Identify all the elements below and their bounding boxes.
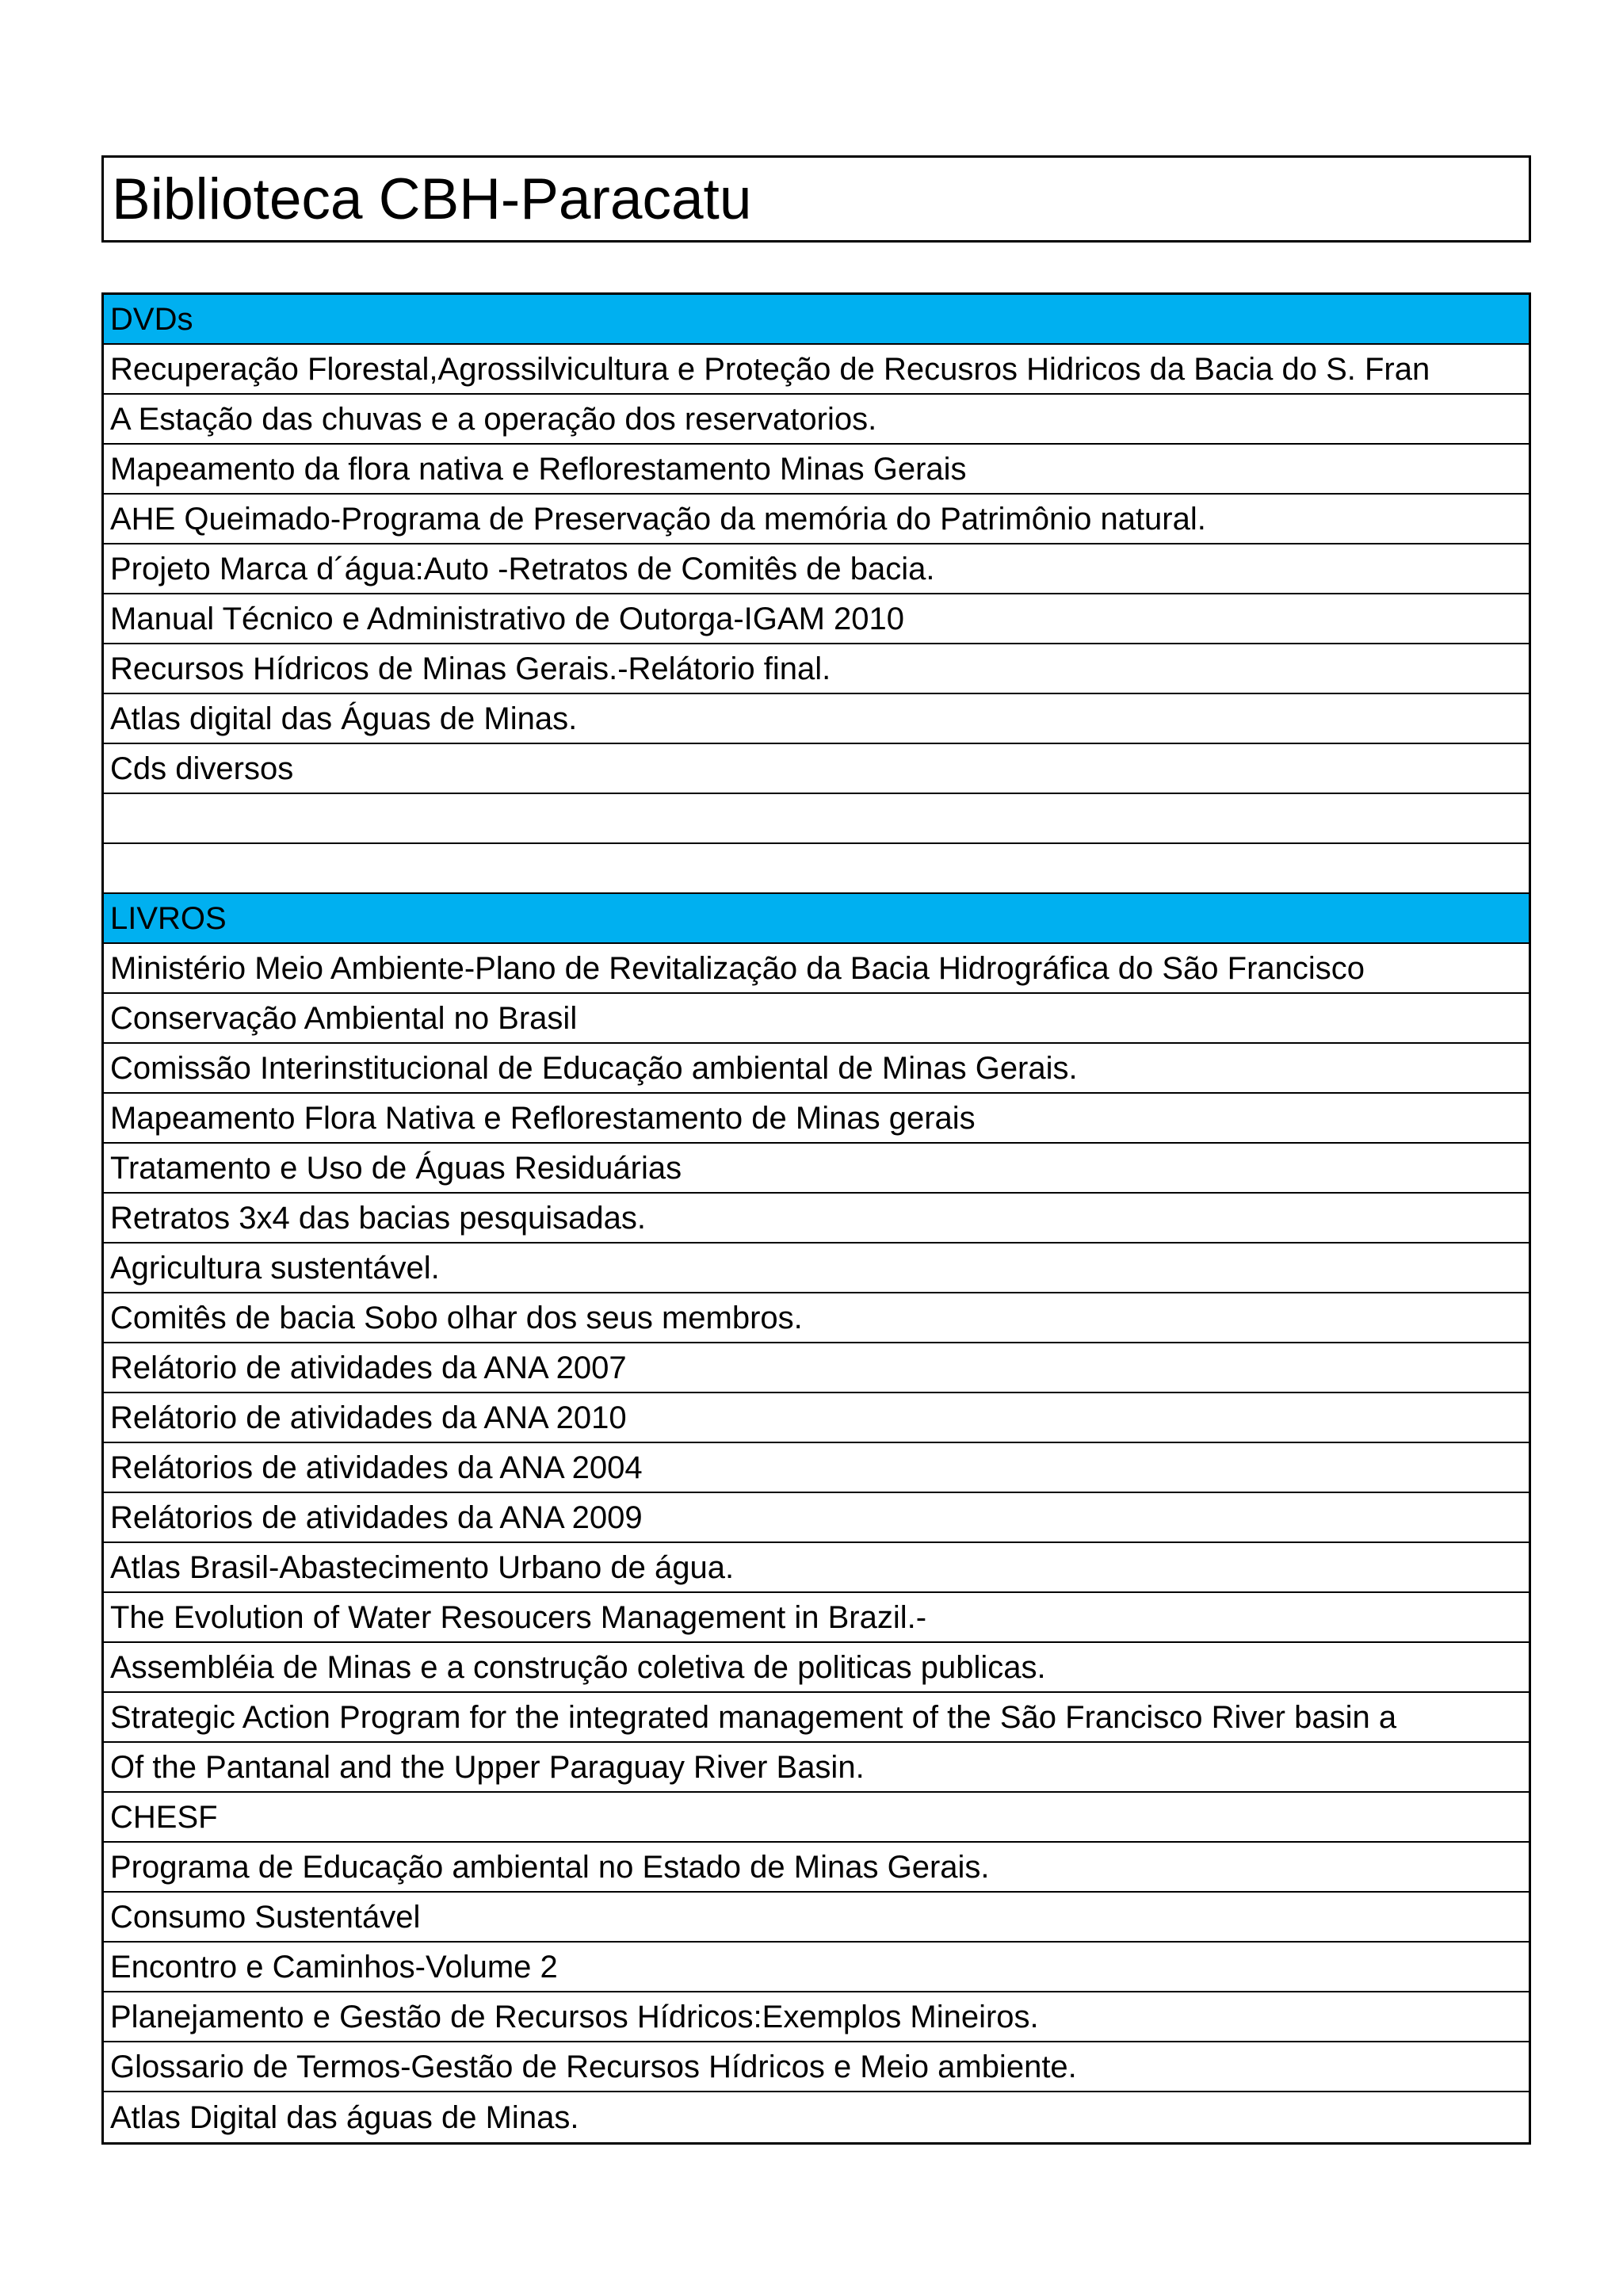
section-header-label: LIVROS	[110, 900, 227, 936]
table-row	[104, 1194, 1529, 1244]
row-title: Ministério Meio Ambiente-Plano de Revitalização da Bacia Hidrográfica do São Francisco	[110, 950, 1365, 986]
table-row	[104, 1943, 1529, 1992]
table-row	[104, 1743, 1529, 1793]
page-title: Biblioteca CBH-Paracatu	[112, 166, 752, 231]
section-header-label: DVDs	[110, 301, 193, 337]
row-title: Recuperação Florestal,Agrossilvicultura e Proteção de Recusros Hidricos da Bacia do S. Fran	[110, 351, 1430, 387]
row-title: Relátorios de atividades da ANA 2009	[110, 1499, 643, 1535]
row-title: Consumo Sustentável	[110, 1899, 421, 1935]
row-title: Atlas digital das Águas de Minas.	[110, 701, 578, 736]
row-title: The Evolution of Water Resoucers Management in Brazil.-	[110, 1599, 927, 1635]
library-table	[101, 292, 1531, 2145]
row-title: Projeto Marca d´água:Auto -Retratos de Comitês de bacia.	[110, 551, 935, 586]
table-row	[104, 395, 1529, 445]
row-title: Of the Pantanal and the Upper Paraguay River Basin.	[110, 1749, 865, 1785]
section-header-livros	[104, 894, 1529, 944]
table-row	[104, 544, 1529, 594]
row-title: Relátorios de atividades da ANA 2004	[110, 1450, 643, 1485]
row-title: Comissão Interinstitucional de Educação ambiental de Minas Gerais.	[110, 1050, 1078, 1086]
table-row	[104, 2042, 1529, 2092]
row-title: Atlas Brasil-Abastecimento Urbano de água.	[110, 1549, 735, 1585]
row-title: AHE Queimado-Programa de Preservação da memória do Patrimônio natural.	[110, 501, 1206, 537]
table-row	[104, 1593, 1529, 1643]
table-row	[104, 1443, 1529, 1493]
row-title: Conservação Ambiental no Brasil	[110, 1000, 578, 1036]
table-row	[104, 1543, 1529, 1593]
row-title: Mapeamento Flora Nativa e Reflorestamento de Minas gerais	[110, 1100, 976, 1136]
title-cell	[101, 155, 1531, 243]
table-row	[104, 495, 1529, 544]
table-row	[104, 994, 1529, 1044]
empty-row	[104, 844, 1529, 894]
table-row	[104, 1393, 1529, 1443]
table-row	[104, 1293, 1529, 1343]
table-row	[104, 1843, 1529, 1893]
row-title: Glossario de Termos-Gestão de Recursos Hídricos e Meio ambiente.	[110, 2049, 1077, 2084]
table-row	[104, 1044, 1529, 1094]
row-title: Retratos 3x4 das bacias pesquisadas.	[110, 1200, 646, 1236]
table-row	[104, 1094, 1529, 1144]
row-title: Planejamento e Gestão de Recursos Hídricos:Exemplos Mineiros.	[110, 1999, 1039, 2034]
table-row	[104, 1693, 1529, 1743]
row-title: A Estação das chuvas e a operação dos reservatorios.	[110, 401, 877, 437]
row-title: Programa de Educação ambiental no Estado de Minas Gerais.	[110, 1849, 990, 1885]
table-row	[104, 1144, 1529, 1194]
table-row	[104, 944, 1529, 994]
table-row	[104, 445, 1529, 495]
table-row	[104, 644, 1529, 694]
row-title: Agricultura sustentável.	[110, 1250, 440, 1286]
table-row	[104, 594, 1529, 644]
empty-row	[104, 794, 1529, 844]
row-title: Recursos Hídricos de Minas Gerais.-Relátorio final.	[110, 651, 831, 686]
table-row	[104, 1244, 1529, 1293]
table-row	[104, 1643, 1529, 1693]
row-title: Comitês de bacia Sobo olhar dos seus membros.	[110, 1300, 803, 1335]
table-row	[104, 1893, 1529, 1943]
row-title: Manual Técnico e Administrativo de Outorga-IGAM 2010	[110, 601, 904, 636]
table-row	[104, 1343, 1529, 1393]
row-title: Tratamento e Uso de Águas Residuárias	[110, 1150, 682, 1186]
row-title: Encontro e Caminhos-Volume 2	[110, 1949, 558, 1985]
table-row	[104, 1992, 1529, 2042]
table-row	[104, 744, 1529, 794]
row-title: Relátorio de atividades da ANA 2010	[110, 1400, 627, 1435]
row-title: Strategic Action Program for the integrated management of the São Francisco River basin a	[110, 1699, 1397, 1735]
section-header-dvds	[104, 295, 1529, 345]
table-row	[104, 694, 1529, 744]
table-row	[104, 345, 1529, 395]
row-title: Cds diversos	[110, 751, 294, 786]
row-title: Relátorio de atividades da ANA 2007	[110, 1350, 627, 1385]
table-row	[104, 1793, 1529, 1843]
table-row	[104, 2092, 1529, 2142]
row-title: Mapeamento da flora nativa e Reflorestamento Minas Gerais	[110, 451, 967, 487]
table-row	[104, 1493, 1529, 1543]
row-title: Atlas Digital das águas de Minas.	[110, 2099, 579, 2135]
row-title: CHESF	[110, 1799, 218, 1835]
row-title: Assembléia de Minas e a construção coletiva de politicas publicas.	[110, 1649, 1046, 1685]
